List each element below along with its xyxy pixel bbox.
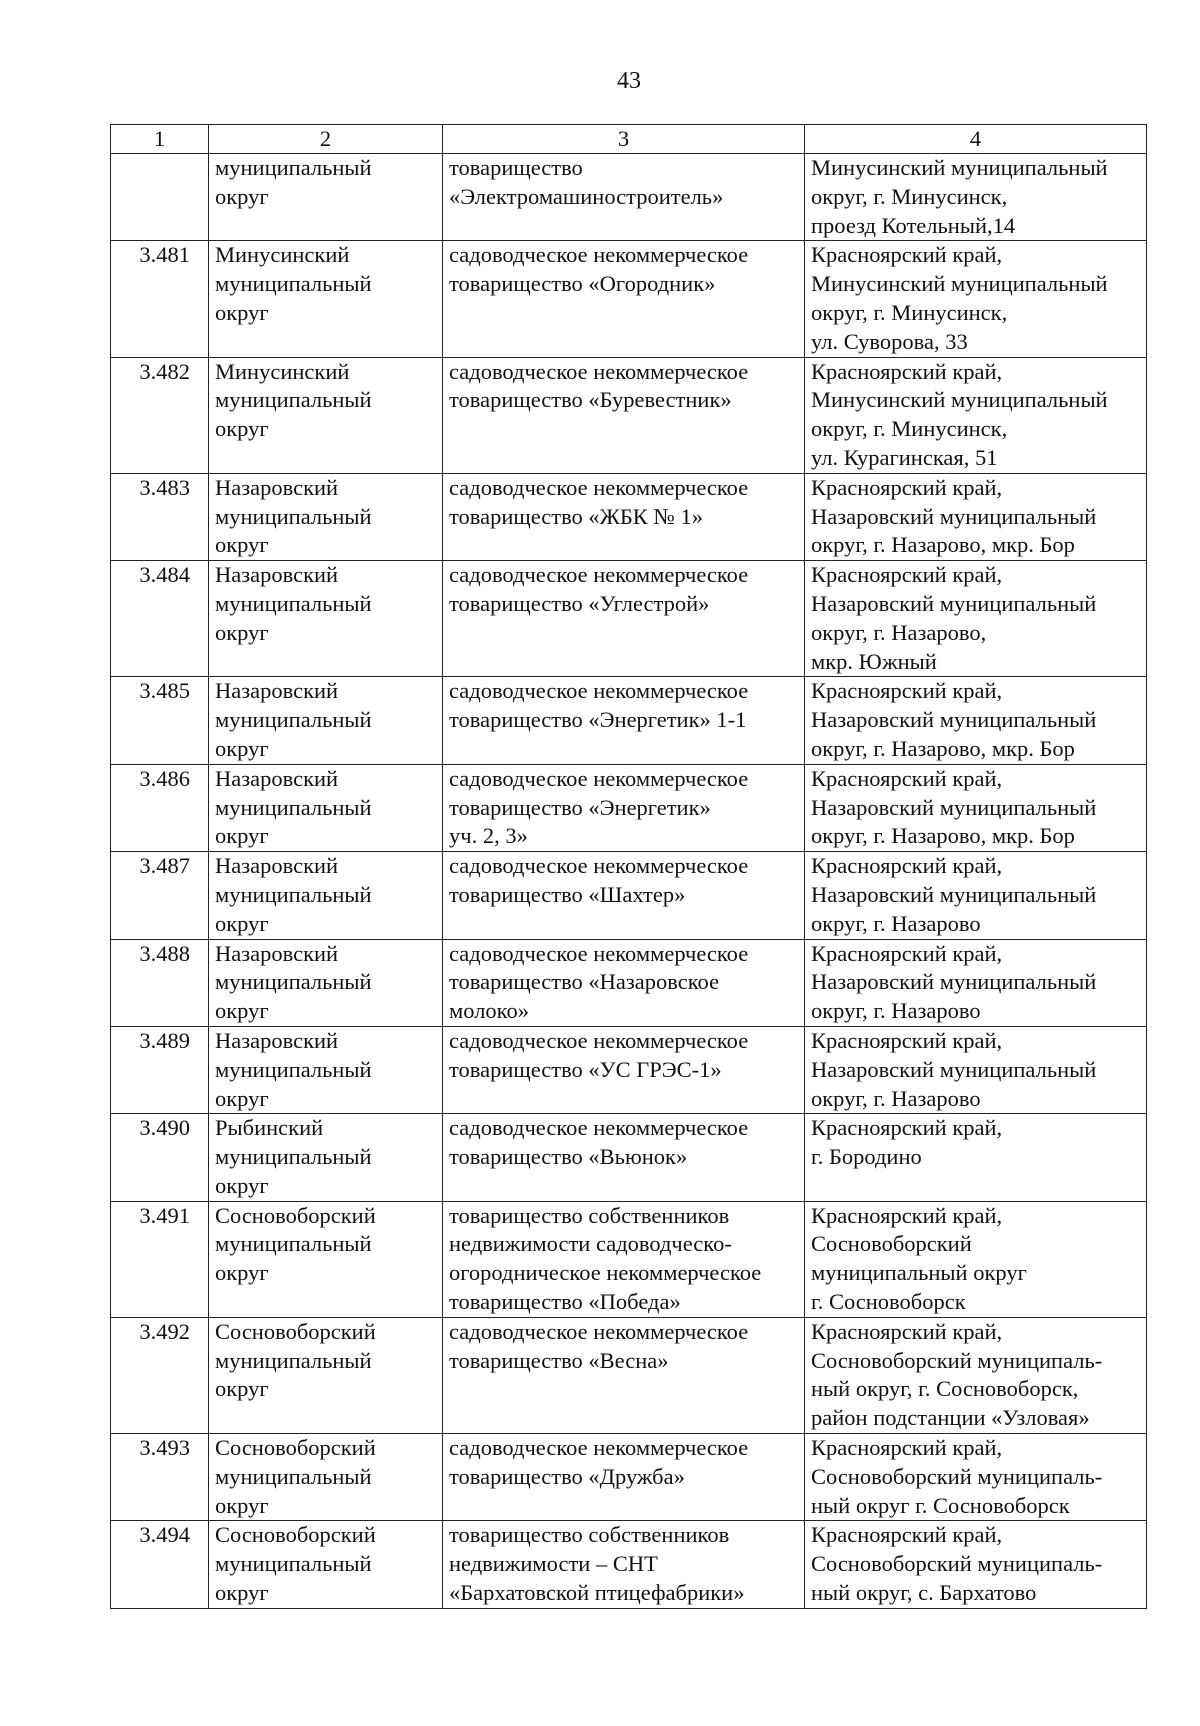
table-body — [111, 154, 1147, 1609]
table-row — [111, 357, 1147, 473]
column-header-3: 3 — [443, 125, 805, 154]
address-cell: Красноярский край, Сосновоборский муниципаль- ный округ г. Сосновоборск — [805, 1434, 1147, 1521]
address-cell: Красноярский край, Минусинский муниципальный округ, г. Минусинск, ул. Суворова, 33 — [805, 241, 1147, 357]
organization-cell: садоводческое некоммерческое товарищество «Углестрой» — [443, 561, 805, 677]
table-row — [111, 1434, 1147, 1521]
registry-table — [110, 124, 1147, 1609]
table-row — [111, 939, 1147, 1026]
address-cell: Красноярский край, г. Бородино — [805, 1114, 1147, 1201]
table-header — [111, 125, 1147, 154]
organization-cell: товарищество собственников недвижимости – СНТ «Бархатовской птицефабрики» — [443, 1521, 805, 1608]
address-cell: Красноярский край, Назаровский муниципальный округ, г. Назарово, мкр. Бор — [805, 764, 1147, 851]
district-cell: Сосновоборский муниципальный округ — [209, 1317, 443, 1433]
address-cell: Минусинский муниципальный округ, г. Минусинск, проезд Котельный,14 — [805, 154, 1147, 241]
address-cell: Красноярский край, Сосновоборский муниципальный округ г. Сосновоборск — [805, 1201, 1147, 1317]
header-row — [111, 125, 1147, 154]
organization-cell: садоводческое некоммерческое товарищество «УС ГРЭС-1» — [443, 1026, 805, 1113]
address-cell: Красноярский край, Сосновоборский муниципаль- ный округ, с. Бархатово — [805, 1521, 1147, 1608]
district-cell: Минусинский муниципальный округ — [209, 357, 443, 473]
row-number-cell: 3.483 — [111, 473, 209, 560]
address-cell: Красноярский край, Назаровский муниципальный округ, г. Назарово — [805, 1026, 1147, 1113]
table-row — [111, 1521, 1147, 1608]
table-row — [111, 561, 1147, 677]
address-cell: Красноярский край, Назаровский муниципальный округ, г. Назарово — [805, 852, 1147, 939]
address-cell: Красноярский край, Минусинский муниципальный округ, г. Минусинск, ул. Курагинская, 51 — [805, 357, 1147, 473]
address-cell: Красноярский край, Назаровский муниципальный округ, г. Назарово, мкр. Южный — [805, 561, 1147, 677]
table-row — [111, 1201, 1147, 1317]
district-cell: Назаровский муниципальный округ — [209, 561, 443, 677]
row-number-cell: 3.492 — [111, 1317, 209, 1433]
organization-cell: садоводческое некоммерческое товарищество «Огородник» — [443, 241, 805, 357]
organization-cell: садоводческое некоммерческое товарищество «Вьюнок» — [443, 1114, 805, 1201]
organization-cell: товарищество «Электромашиностроитель» — [443, 154, 805, 241]
district-cell: Сосновоборский муниципальный округ — [209, 1201, 443, 1317]
district-cell: Минусинский муниципальный округ — [209, 241, 443, 357]
row-number-cell: 3.481 — [111, 241, 209, 357]
organization-cell: садоводческое некоммерческое товарищество «Энергетик» уч. 2, 3» — [443, 764, 805, 851]
district-cell: Назаровский муниципальный округ — [209, 677, 443, 764]
district-cell: Назаровский муниципальный округ — [209, 939, 443, 1026]
table-row — [111, 764, 1147, 851]
column-header-2: 2 — [209, 125, 443, 154]
row-number-cell: 3.489 — [111, 1026, 209, 1113]
district-cell: муниципальный округ — [209, 154, 443, 241]
district-cell: Рыбинский муниципальный округ — [209, 1114, 443, 1201]
row-number-cell: 3.484 — [111, 561, 209, 677]
organization-cell: садоводческое некоммерческое товарищество «ЖБК № 1» — [443, 473, 805, 560]
row-number-cell: 3.494 — [111, 1521, 209, 1608]
district-cell: Назаровский муниципальный округ — [209, 764, 443, 851]
column-header-1: 1 — [111, 125, 209, 154]
row-number-cell: 3.488 — [111, 939, 209, 1026]
table-row — [111, 241, 1147, 357]
row-number-cell — [111, 154, 209, 241]
row-number-cell: 3.486 — [111, 764, 209, 851]
row-number-cell: 3.482 — [111, 357, 209, 473]
column-header-4: 4 — [805, 125, 1147, 154]
district-cell: Назаровский муниципальный округ — [209, 852, 443, 939]
organization-cell: садоводческое некоммерческое товарищество «Дружба» — [443, 1434, 805, 1521]
row-number-cell: 3.493 — [111, 1434, 209, 1521]
row-number-cell: 3.491 — [111, 1201, 209, 1317]
table-row — [111, 1114, 1147, 1201]
organization-cell: садоводческое некоммерческое товарищество «Буревестник» — [443, 357, 805, 473]
address-cell: Красноярский край, Назаровский муниципальный округ, г. Назарово, мкр. Бор — [805, 473, 1147, 560]
address-cell: Красноярский край, Сосновоборский муниципаль- ный округ, г. Сосновоборск, район подстанции «Узловая» — [805, 1317, 1147, 1433]
organization-cell: садоводческое некоммерческое товарищество «Шахтер» — [443, 852, 805, 939]
table-row — [111, 852, 1147, 939]
district-cell: Назаровский муниципальный округ — [209, 1026, 443, 1113]
organization-cell: садоводческое некоммерческое товарищество «Энергетик» 1-1 — [443, 677, 805, 764]
row-number-cell: 3.487 — [111, 852, 209, 939]
table-row — [111, 154, 1147, 241]
district-cell: Сосновоборский муниципальный округ — [209, 1521, 443, 1608]
district-cell: Сосновоборский муниципальный округ — [209, 1434, 443, 1521]
district-cell: Назаровский муниципальный округ — [209, 473, 443, 560]
row-number-cell: 3.485 — [111, 677, 209, 764]
table-row — [111, 473, 1147, 560]
table-row — [111, 1317, 1147, 1433]
address-cell: Красноярский край, Назаровский муниципальный округ, г. Назарово — [805, 939, 1147, 1026]
table-row — [111, 1026, 1147, 1113]
organization-cell: садоводческое некоммерческое товарищество «Назаровское молоко» — [443, 939, 805, 1026]
page-number: 43 — [617, 68, 641, 94]
organization-cell: товарищество собственников недвижимости садоводческо- огородническое некоммерческое товарищество «Победа» — [443, 1201, 805, 1317]
organization-cell: садоводческое некоммерческое товарищество «Весна» — [443, 1317, 805, 1433]
table-row — [111, 677, 1147, 764]
row-number-cell: 3.490 — [111, 1114, 209, 1201]
address-cell: Красноярский край, Назаровский муниципальный округ, г. Назарово, мкр. Бор — [805, 677, 1147, 764]
